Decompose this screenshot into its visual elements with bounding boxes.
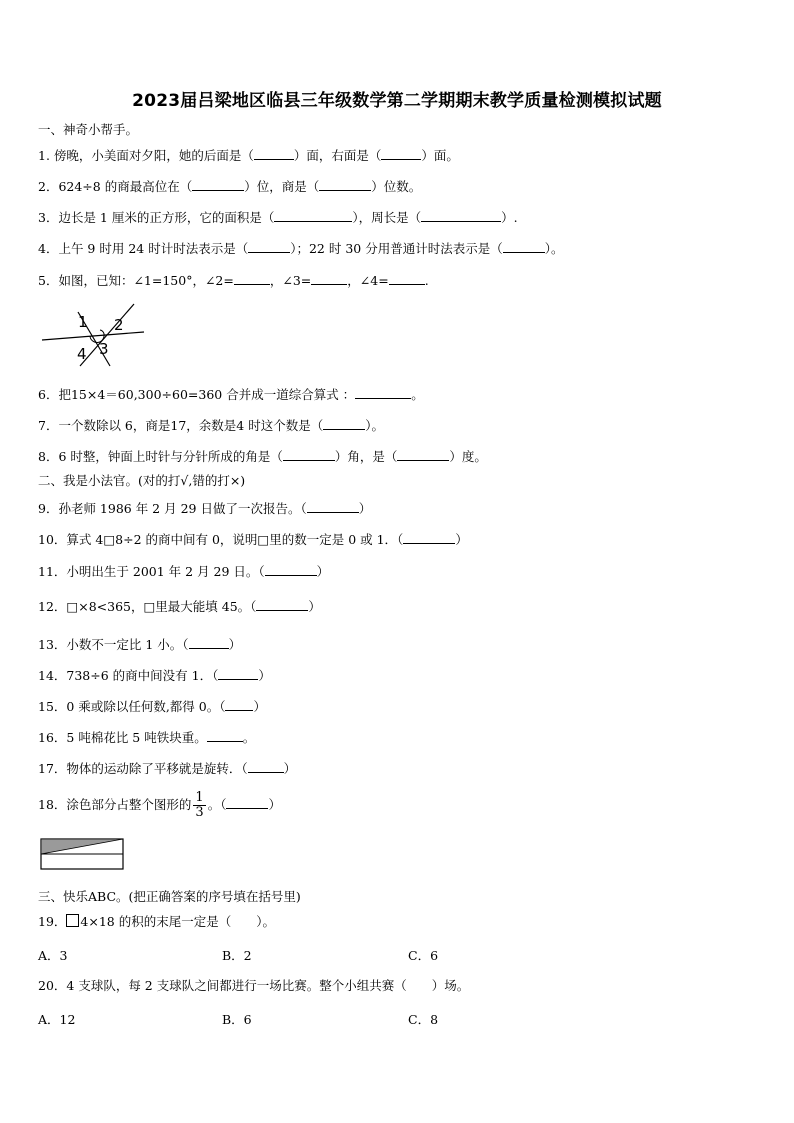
answer-blank[interactable] [323,417,365,430]
answer-blank[interactable] [265,563,317,576]
answer-blank[interactable] [207,729,243,742]
section-2-heading: 二、我是小法官。(对的打√,错的打×) [38,473,246,488]
answer-blank[interactable] [319,178,371,191]
question-9: 9．孙老师 1986 年 2 月 29 日做了一次报告。（ ） [38,501,372,516]
answer-blank[interactable] [283,448,335,461]
answer-blank[interactable] [189,636,229,649]
blank-square-icon [66,914,79,927]
question-10: 10．算式 4□8÷2 的商中间有 0，说明□里的数一定是 0 或 1．（ ） [38,532,468,547]
answer-blank[interactable] [381,147,421,160]
question-4: 4．上午 9 时用 24 时计时法表示是（ ）；22 时 30 分用普通计时法表示是（ ）。 [38,241,564,256]
answer-blank[interactable] [503,240,545,253]
option-b[interactable]: B．2 [222,948,252,963]
question-13: 13．小数不一定比 1 小。（ ） [38,637,242,652]
answer-blank[interactable] [421,209,501,222]
question-12: 12．□×8<365，□里最大能填 45。（ ） [38,599,321,614]
answer-blank[interactable] [226,796,268,809]
question-17: 17．物体的运动除了平移就是旋转．（ ） [38,761,297,776]
option-b[interactable]: B．6 [222,1012,252,1027]
section-3-heading: 三、快乐ABC。(把正确答案的序号填在括号里) [38,889,301,904]
angle-label-2: 2 [114,316,124,334]
answer-blank[interactable] [397,448,449,461]
section-1-heading: 一、神奇小帮手。 [38,122,139,137]
question-18: 18．涂色部分占整个图形的 $\frac{1}{3}$ 。（ ） [38,790,281,820]
question-15: 15．0 乘或除以任何数,都得 0。（ ） [38,699,266,714]
question-6: 6．把15×4＝60,300÷60=360 合并成一道综合算式 ： 。 [38,387,424,402]
angle-label-3: 3 [99,340,109,358]
question-3: 3．边长是 1 厘米的正方形，它的面积是（ ），周长是（ ）. [38,210,518,225]
option-a[interactable]: A．12 [38,1012,76,1027]
question-16: 16．5 吨棉花比 5 吨铁块重。 。 [38,730,256,745]
answer-blank[interactable] [311,272,347,285]
question-11: 11．小明出生于 2001 年 2 月 29 日。（ ） [38,564,330,579]
question-7: 7．一个数除以 6，商是17，余数是4 时这个数是（ ）。 [38,418,384,433]
question-20: 20．4 支球队，每 2 支球队之间都进行一场比赛。整个小组共赛（ ）场。 [38,978,470,993]
question-19: 19． 4×18 的积的末尾一定是（ ）。 [38,914,275,929]
answer-blank[interactable] [274,209,352,222]
question-14: 14．738÷6 的商中间没有 1．（ ） [38,668,271,683]
answer-blank[interactable] [403,531,455,544]
answer-blank[interactable] [225,698,253,711]
question-8: 8．6 时整，钟面上时针与分针所成的角是（ ）角，是（ ）度。 [38,449,487,464]
answer-blank[interactable] [192,178,244,191]
answer-blank[interactable] [248,760,284,773]
question-5: 5．如图，已知：∠1=150°，∠2= ，∠3= ，∠4= . [38,273,429,288]
answer-blank[interactable] [234,272,270,285]
option-c[interactable]: C．6 [408,948,439,963]
angle-label-1: 1 [78,313,88,331]
answer-blank[interactable] [256,598,308,611]
angle-label-4: 4 [77,345,87,363]
answer-blank[interactable] [389,272,425,285]
option-a[interactable]: A．3 [38,948,68,963]
answer-blank[interactable] [307,500,359,513]
answer-blank[interactable] [355,386,411,399]
shaded-rectangle-figure [40,838,126,872]
question-2: 2．624÷8 的商最高位在（ ）位，商是（ ）位数。 [38,179,422,194]
option-c[interactable]: C．8 [408,1012,439,1027]
answer-blank[interactable] [218,667,258,680]
angle-figure [40,300,150,372]
horizontal-line [42,332,144,340]
answer-blank[interactable] [254,147,294,160]
page-title: 2023届吕梁地区临县三年级数学第二学期期末教学质量检测模拟试题 [132,91,662,111]
fraction-one-third: $\frac{1}{3}$ [195,790,204,820]
answer-blank[interactable] [248,240,290,253]
question-1: 1. 傍晚，小美面对夕阳，她的后面是（ ）面，右面是（ ）面。 [38,148,459,163]
